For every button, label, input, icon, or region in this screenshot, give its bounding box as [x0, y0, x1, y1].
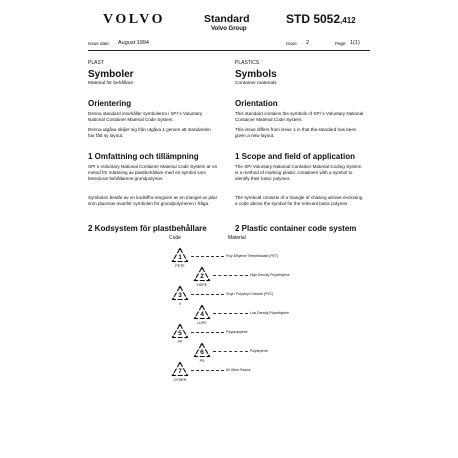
left-codes-heading: 2 Kodsystem för plastbehållare	[88, 224, 207, 233]
right-orientation-p2: This issue differs from issue 1 in that the standard has been given a new layout.	[235, 127, 357, 139]
standard-title: Standard	[204, 13, 250, 25]
left-scope-heading: 1 Omfattning och tillämpning	[88, 152, 199, 161]
standard-subtitle: Volvo Group	[211, 26, 247, 32]
recycling-number: 6	[200, 349, 204, 357]
recycling-number: 2	[200, 273, 204, 281]
recycling-triangle-icon	[171, 285, 189, 301]
standard-number-main: STD 5052	[286, 12, 341, 26]
recycling-code-label: LDPE	[197, 321, 207, 325]
left-category: PLAST	[88, 60, 104, 66]
leader-line	[191, 370, 224, 371]
issue-label: Issue	[286, 41, 297, 46]
leader-line	[191, 256, 224, 257]
standard-number-suffix: ,412	[340, 16, 356, 25]
right-subtitle: Container materials	[235, 81, 277, 86]
recycling-triangle-icon	[171, 247, 189, 263]
recycling-code-label: PETE	[175, 264, 185, 268]
left-orientation-p2: Denna utgåva skiljer sig från utgåva 1 genom att standarden har fått ny layout.	[88, 127, 211, 139]
right-scope-p2: The symbold consists of a triangle of chasing arrows enclosing a code above the symbol for the relevant basic polymer.	[235, 195, 363, 207]
header-rule	[88, 50, 370, 51]
right-orientation-p1: This standard contains the symbols of SPI´s Voluntary National Container Material Code System.	[235, 111, 364, 123]
left-orientation-p1: Denna standard innehåller symbolerna i SPI´s Voluntary National Container Material Code System.	[88, 111, 203, 123]
left-scope-p2: Symbolen består av en kodsiffra omgiven av en triangel av pilar som placeras ovanför symbolen för grundpolymeren i fråga.	[88, 195, 218, 207]
leader-line	[191, 294, 224, 295]
recycling-code-label: V	[178, 302, 182, 306]
material-label: All Other Resins	[226, 367, 251, 372]
right-codes-heading: 2 Plastic container code system	[235, 224, 357, 233]
left-title: Symboler	[88, 69, 134, 80]
left-scope-p1: SPI´s Voluntary National Container Material Code System är en metod för märkning av plastbehållare med en symbol som betecknar behållarens grundpolymer.	[88, 164, 218, 182]
recycling-code-label: OTHER	[173, 378, 187, 382]
right-scope-p1: The SPI Voluntary National Container Material Coding System is a method of marking plastic containers with a symbol to identify their basic polymer.	[235, 164, 362, 182]
recycling-code-label: PS	[199, 359, 205, 363]
recycling-triangle-icon	[193, 304, 211, 320]
recycling-number: 3	[178, 292, 182, 300]
recycling-triangle-icon	[193, 342, 211, 358]
diagram-material-header: Material	[228, 235, 246, 241]
recycling-code-label: PP	[177, 340, 183, 344]
diagram-code-header: Code	[169, 235, 181, 241]
recycling-number: 1	[178, 254, 182, 262]
recycling-triangle-icon	[171, 323, 189, 339]
leader-line	[213, 351, 248, 352]
left-orientation-heading: Orientering	[88, 99, 132, 108]
right-orientation-heading: Orientation	[235, 99, 278, 108]
leader-line	[213, 275, 248, 276]
material-label: Polystyrene	[250, 348, 268, 353]
leader-line	[191, 332, 224, 333]
issue-date-value: August 1994	[118, 40, 149, 46]
standard-number	[286, 12, 356, 26]
recycling-code-label: HDPE	[197, 283, 207, 287]
right-category: PLASTICS	[235, 60, 260, 66]
recycling-number: 5	[178, 330, 182, 338]
recycling-triangle-icon	[171, 361, 189, 377]
left-subtitle: Material för behållare	[88, 81, 134, 86]
recycling-triangle-icon	[193, 266, 211, 282]
material-label: Polypropylene	[226, 329, 248, 334]
material-label: Low Density Polyethylene	[250, 310, 289, 315]
leader-line	[213, 313, 248, 314]
issue-date-label: Issue date	[88, 41, 109, 46]
right-scope-heading: 1 Scope and field of application	[235, 152, 356, 161]
volvo-logo: VOLVO	[103, 12, 165, 27]
page-label: Page	[335, 41, 346, 46]
issue-value: 2	[306, 40, 310, 46]
material-label: Vinyl / Polyvinyl Chloride (PVC)	[226, 291, 274, 296]
recycling-number: 4	[200, 311, 204, 319]
recycling-number: 7	[178, 368, 182, 376]
page-value: 1(1)	[350, 40, 360, 46]
material-label: Poly-Ethylene Terephthalate (PET)	[226, 253, 279, 258]
material-label: High Density Polyethylene	[250, 272, 290, 277]
right-title: Symbols	[235, 69, 277, 80]
